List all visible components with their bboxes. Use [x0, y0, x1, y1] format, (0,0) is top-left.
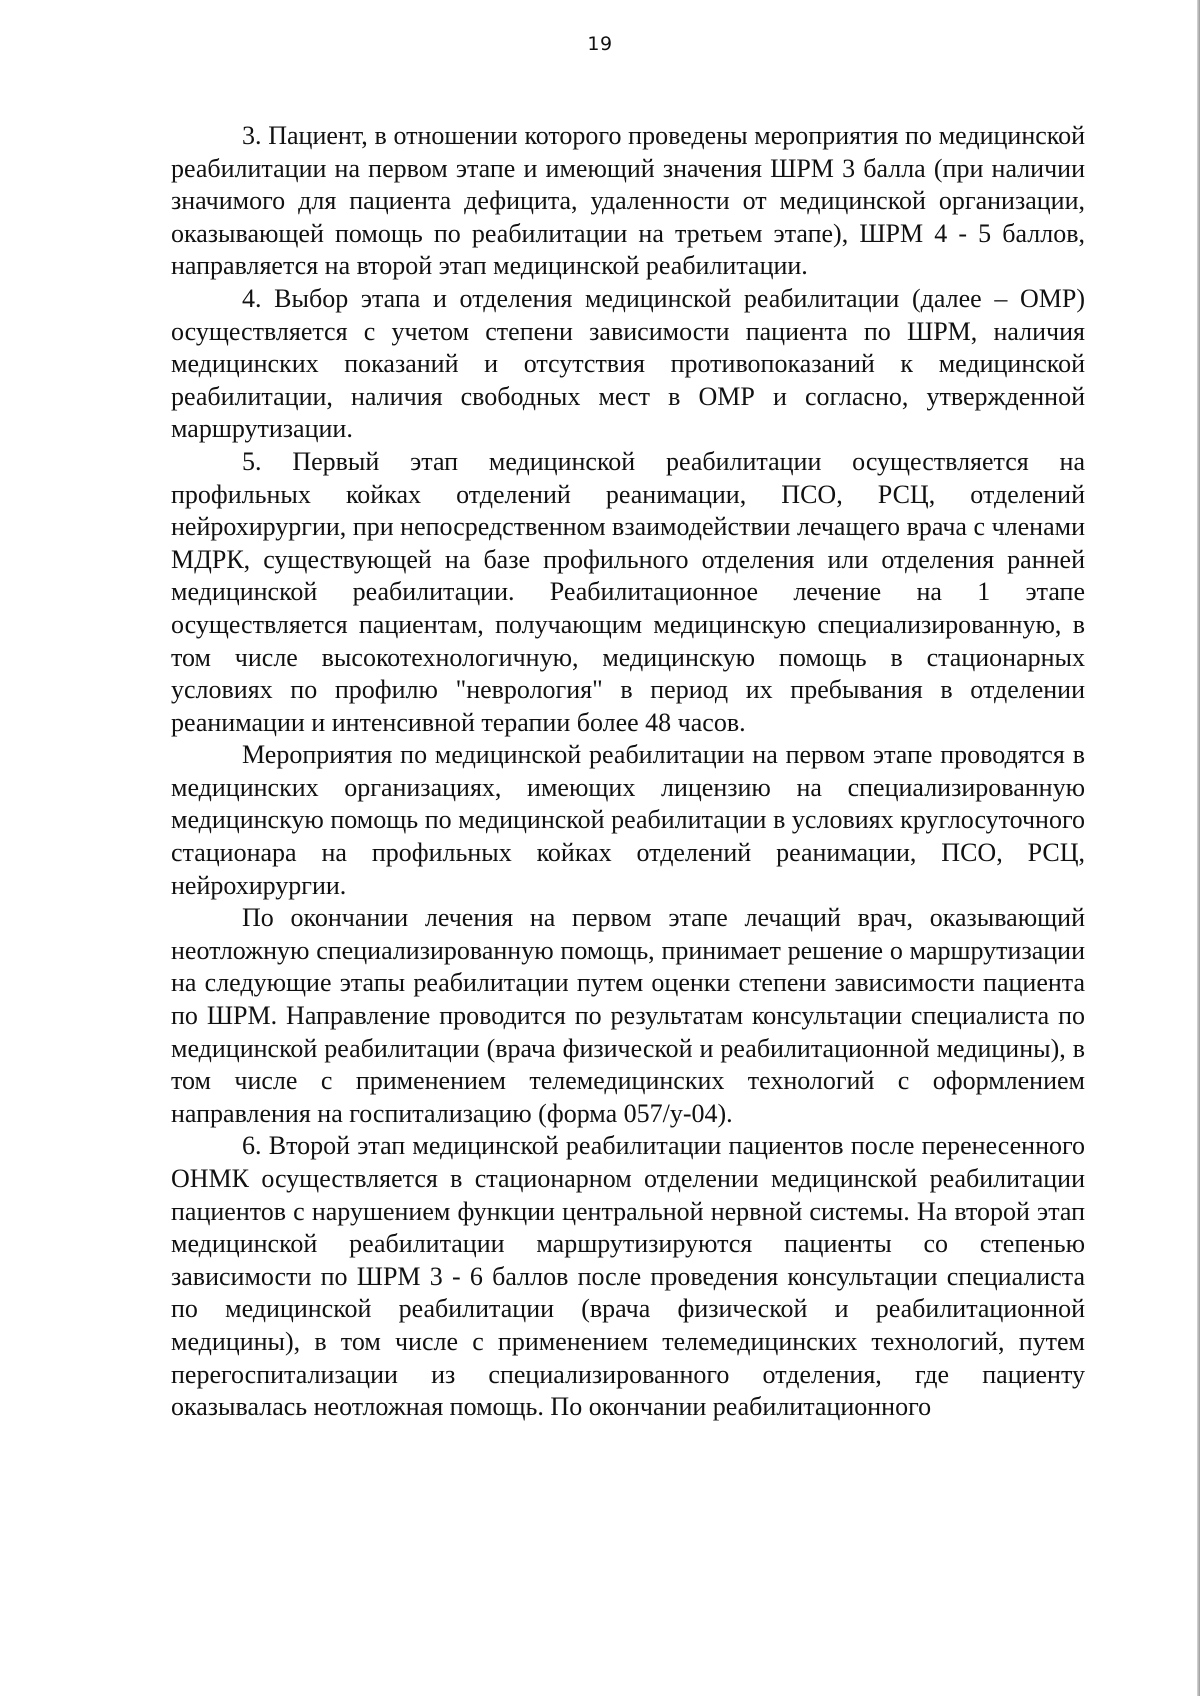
paragraph-first-stage-activities: Мероприятия по медицинской реабилитации на первом этапе проводятся в медицинских организациях, имеющих лицензию на специализированную медицинскую помощь по медицинской реабилитации в условиях круглосуточного стационара на профильных койках отделений реанимации, ПСО, РСЦ, нейрохирургии. — [171, 740, 1085, 900]
paragraph-item-4: 4. Выбор этапа и отделения медицинской реабилитации (далее – ОМР) осуществляется с учетом степени зависимости пациента по ШРМ, наличия медицинских показаний и отсутствия противопоказаний к медицинской реабилитации, наличия свободных мест в ОМР и согласно, утвержденной маршрутизации. — [171, 283, 1085, 444]
page-number: 19 — [587, 33, 613, 55]
document-body — [171, 120, 1085, 1424]
paragraph-item-5: 5. Первый этап медицинской реабилитации осуществляется на профильных койках отделений реанимации, ПСО, РСЦ, отделений нейрохирургии, при непосредственном взаимодействии лечащего врача с членами МДРК, существующей на базе профильного отделения или отделения ранней медицинской реабилитации. Реабилитационное лечение на 1 этапе осуществляется пациентам, получающим медицинскую специализированную, в том числе высокотехнологичную, медицинскую помощь в стационарных условиях по профилю "неврология" в период их пребывания в отделении реанимации и интенсивной терапии более 48 часов. — [171, 446, 1085, 737]
paragraph-first-stage-completion: По окончании лечения на первом этапе лечащий врач, оказывающий неотложную специализированную помощь, принимает решение о маршрутизации на следующие этапы реабилитации путем оценки степени зависимости пациента по ШРМ. Направление проводится по результатам консультации специалиста по медицинской реабилитации (врача физической и реабилитационной медицины), в том числе с применением телемедицинских технологий с оформлением направления на госпитализацию (форма 057/у-04). — [171, 903, 1085, 1128]
paragraph-item-6: 6. Второй этап медицинской реабилитации пациентов после перенесенного ОНМК осуществляется в стационарном отделении медицинской реабилитации пациентов с нарушением функции центральной нервной системы. На второй этап медицинской реабилитации маршрутизируются пациенты со степенью зависимости по ШРМ 3 - 6 баллов после проведения консультации специалиста по медицинской реабилитации (врача физической и реабилитационной медицины), в том числе с применением телемедицинских технологий, путем перегоспитализации из специализированного отделения, где пациенту оказывалась неотложная помощь. По окончании реабилитационного — [171, 1131, 1085, 1422]
paragraph-item-3: 3. Пациент, в отношении которого проведены мероприятия по медицинской реабилитации на первом этапе и имеющий значения ШРМ 3 балла (при наличии значимого для пациента дефицита, удаленности от медицинской организации, оказывающей помощь по реабилитации на третьем этапе), ШРМ 4 - 5 баллов, направляется на второй этап медицинской реабилитации. — [171, 121, 1085, 281]
